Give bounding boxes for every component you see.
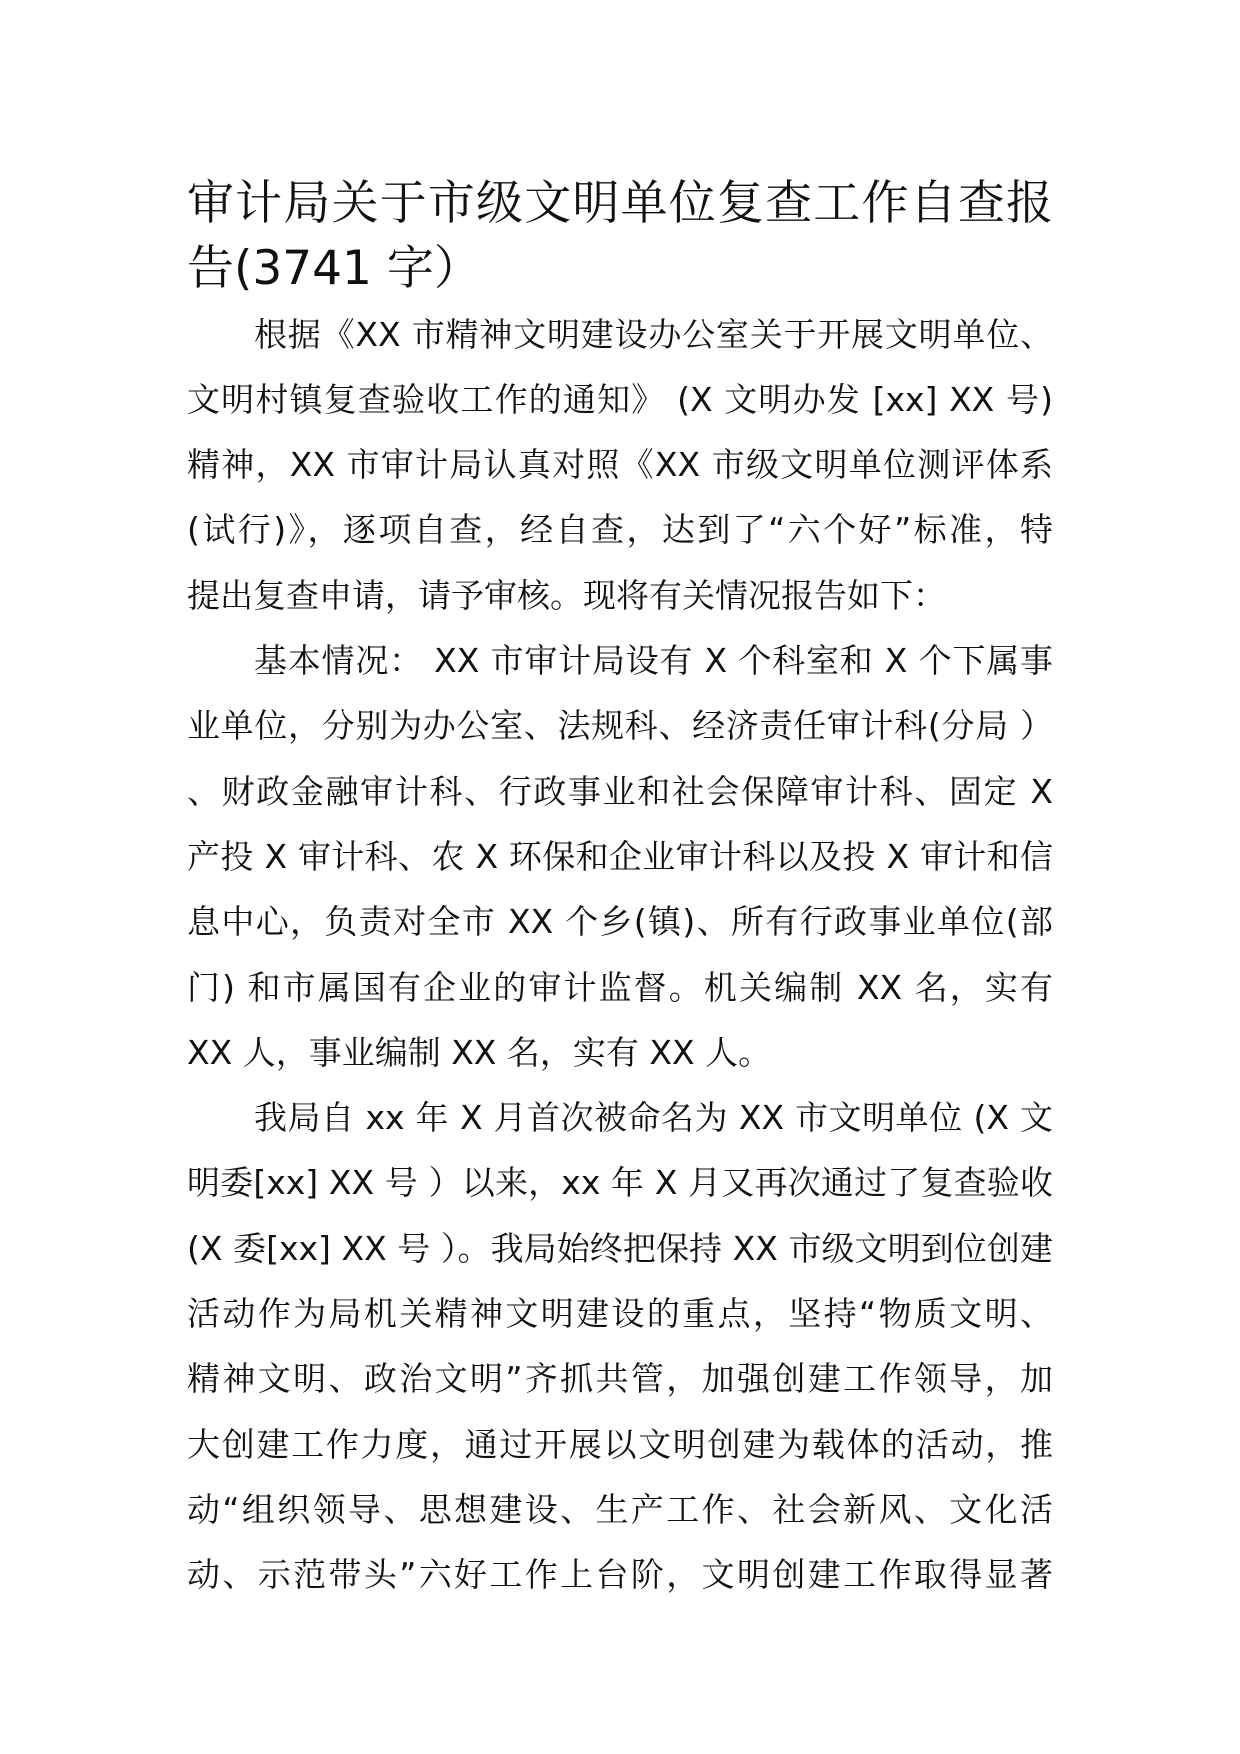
paragraph-line: 、财政金融审计科、行政事业和社会保障审计科、固定 X bbox=[187, 771, 1053, 811]
paragraph-line: 文明村镇复查验收工作的通知》 (X 文明办发 [xx] XX 号) bbox=[187, 379, 1053, 419]
document-body bbox=[187, 302, 1053, 1608]
paragraph-line: 活动作为局机关精神文明建设的重点，坚持“物质文明、 bbox=[187, 1294, 1053, 1334]
paragraph-line: 精神文明、政治文明”齐抓共管，加强创建工作领导，加 bbox=[187, 1359, 1053, 1399]
paragraph-line: 提出复查申请，请予审核。现将有关情况报告如下： bbox=[187, 575, 946, 615]
paragraph-line: (X 委[xx] XX 号 ）。我局始终把保持 XX 市级文明到位创建 bbox=[187, 1228, 1053, 1268]
paragraph-line: 根据《XX 市精神文明建设办公室关于开展文明单位、 bbox=[254, 314, 1053, 354]
paragraph-line: 大创建工作力度，通过开展以文明创建为载体的活动，推 bbox=[187, 1424, 1053, 1464]
paragraph-line: 基本情况： XX 市审计局设有 X 个科室和 X 个下属事 bbox=[254, 641, 1053, 681]
paragraph-line: (试行)》，逐项自查，经自查，达到了“六个好”标准，特 bbox=[187, 510, 1053, 550]
paragraph-line: 门) 和市属国有企业的审计监督。机关编制 XX 名，实有 bbox=[187, 967, 1053, 1007]
paragraph-line: 我局自 xx 年 X 月首次被命名为 XX 市文明单位 (X 文 bbox=[254, 1098, 1053, 1138]
paragraph bbox=[187, 1085, 1053, 1607]
document-content bbox=[187, 171, 1053, 1608]
paragraph-line: 明委[xx] XX 号 ）以来，xx 年 X 月又再次通过了复查验收 bbox=[187, 1163, 1053, 1203]
paragraph-line: 息中心，负责对全市 XX 个乡(镇)、所有行政事业单位(部 bbox=[187, 902, 1053, 942]
paragraph-line: 精神，XX 市审计局认真对照《XX 市级文明单位测评体系 bbox=[187, 445, 1053, 485]
paragraph bbox=[187, 302, 1053, 628]
paragraph-line: 动、示范带头”六好工作上台阶，文明创建工作取得显著 bbox=[187, 1555, 1053, 1595]
paragraph-line: 动“组织领导、思想建设、生产工作、社会新风、文化活 bbox=[187, 1489, 1053, 1529]
title-line: 告(3741 字） bbox=[187, 241, 481, 297]
paragraph-line: 业单位，分别为办公室、法规科、经济责任审计科(分局 ） bbox=[187, 706, 1053, 746]
title-line: 审计局关于市级文明单位复查工作自查报 bbox=[187, 176, 1053, 231]
document-title bbox=[187, 171, 1053, 302]
paragraph-line: 产投 X 审计科、农 X 环保和企业审计科以及投 X 审计和信 bbox=[187, 836, 1053, 876]
paragraph-line: XX 人，事业编制 XX 名，实有 XX 人。 bbox=[187, 1032, 772, 1072]
paragraph bbox=[187, 628, 1053, 1085]
